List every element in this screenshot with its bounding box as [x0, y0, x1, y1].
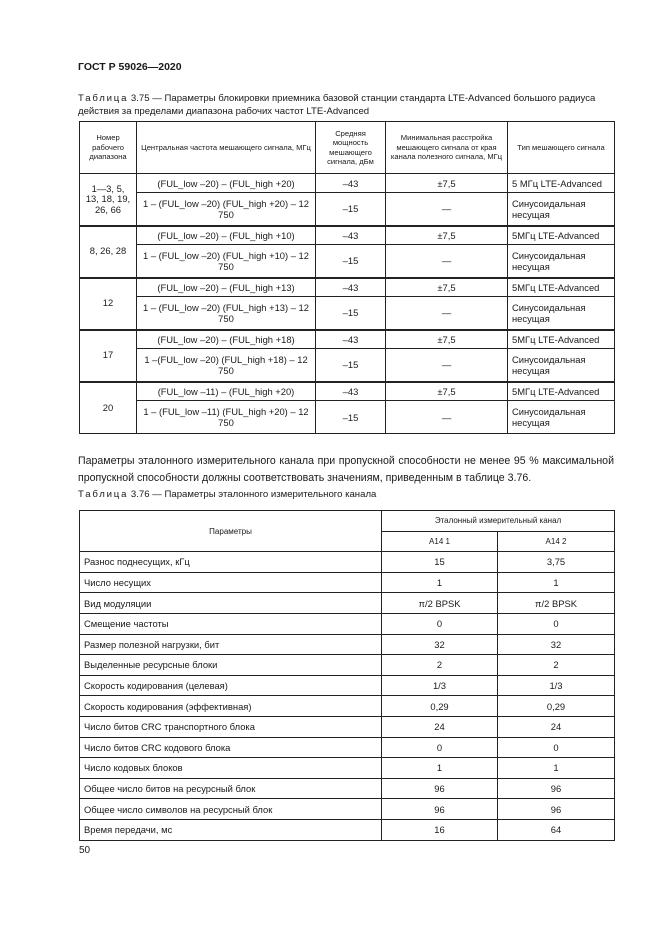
table2-caption-text: 3.76 — Параметры эталонного измерительного канала — [130, 489, 377, 500]
power-cell: –43 — [316, 278, 386, 297]
power-cell: –43 — [316, 226, 386, 245]
channel-a-cell: 32 — [382, 634, 498, 655]
channel-b-cell: 64 — [498, 819, 615, 840]
channel-a-cell: 96 — [382, 778, 498, 799]
type-cell: 5МГц LTE-Advanced — [508, 278, 615, 297]
power-cell: –43 — [316, 330, 386, 349]
type-cell: 5 МГц LTE-Advanced — [508, 174, 615, 193]
channel-b-cell: 1/3 — [498, 675, 615, 696]
param-cell: Вид модуляции — [80, 593, 382, 614]
table2-row — [80, 737, 615, 758]
freq-cell: 1 – (FUL_low –20) (FUL_high +20) – 12 750 — [137, 193, 316, 226]
param-cell: Время передачи, мс — [80, 819, 382, 840]
offset-cell: — — [386, 401, 508, 434]
table1-row — [80, 297, 615, 330]
band-cell: 20 — [80, 382, 137, 434]
freq-cell: 1 – (FUL_low –20) (FUL_high +10) – 12 750 — [137, 245, 316, 278]
offset-cell: — — [386, 245, 508, 278]
channel-b-cell: 96 — [498, 799, 615, 820]
table2-group-header: Эталонный измерительный канал — [382, 511, 615, 532]
table2-row — [80, 758, 615, 779]
channel-b-cell: 0 — [498, 737, 615, 758]
offset-cell: ±7,5 — [386, 278, 508, 297]
table2-row — [80, 572, 615, 593]
table2-caption-label: Таблица — [78, 489, 129, 500]
table2-row — [80, 634, 615, 655]
type-cell: Синусоидальная несущая — [508, 297, 615, 330]
param-cell: Скорость кодирования (целевая) — [80, 675, 382, 696]
offset-cell: ±7,5 — [386, 226, 508, 245]
offset-cell: — — [386, 297, 508, 330]
table1-row — [80, 382, 615, 401]
page-number: 50 — [79, 845, 91, 856]
table1-row — [80, 193, 615, 226]
table2-row — [80, 675, 615, 696]
channel-a-cell: 2 — [382, 655, 498, 676]
freq-cell: (FUL_low –11) – (FUL_high +20) — [137, 382, 316, 401]
table2-row — [80, 655, 615, 676]
power-cell: –15 — [316, 193, 386, 226]
type-cell: 5МГц LTE-Advanced — [508, 226, 615, 245]
channel-a-cell: 96 — [382, 799, 498, 820]
type-cell: Синусоидальная несущая — [508, 193, 615, 226]
table2-row — [80, 552, 615, 573]
freq-cell: 1 – (FUL_low –20) (FUL_high +13) – 12 750 — [137, 297, 316, 330]
table1-col-power: Средняя мощность мешающего сигнала, дБм — [316, 122, 386, 174]
offset-cell: — — [386, 349, 508, 382]
table1-header-row — [80, 122, 615, 174]
param-cell: Общее число символов на ресурсный блок — [80, 799, 382, 820]
table2-row — [80, 593, 615, 614]
channel-a-cell: 0 — [382, 613, 498, 634]
table1-col-type: Тип мешающего сигнала — [508, 122, 615, 174]
table1-row — [80, 330, 615, 349]
freq-cell: 1 – (FUL_low –11) (FUL_high +20) – 12 750 — [137, 401, 316, 434]
table1-caption-label: Таблица — [78, 93, 129, 104]
channel-b-cell: 0 — [498, 613, 615, 634]
param-cell: Число несущих — [80, 572, 382, 593]
channel-b-cell: 2 — [498, 655, 615, 676]
table1-caption — [78, 92, 614, 118]
freq-cell: (FUL_low –20) – (FUL_high +13) — [137, 278, 316, 297]
channel-a-cell: 15 — [382, 552, 498, 573]
channel-b-cell: 32 — [498, 634, 615, 655]
table2-row — [80, 799, 615, 820]
channel-b-cell: 1 — [498, 572, 615, 593]
offset-cell: — — [386, 193, 508, 226]
param-cell: Скорость кодирования (эффективная) — [80, 696, 382, 717]
table1-col-band: Номер рабочего диапазона — [80, 122, 137, 174]
table1-row — [80, 401, 615, 434]
channel-b-cell: 3,75 — [498, 552, 615, 573]
type-cell: Синусоидальная несущая — [508, 401, 615, 434]
power-cell: –15 — [316, 349, 386, 382]
channel-a-cell: 24 — [382, 716, 498, 737]
param-cell: Смещение частоты — [80, 613, 382, 634]
table1-row — [80, 226, 615, 245]
param-cell: Разнос поднесущих, кГц — [80, 552, 382, 573]
channel-b-cell: 1 — [498, 758, 615, 779]
freq-cell: (FUL_low –20) – (FUL_high +20) — [137, 174, 316, 193]
type-cell: 5МГц LTE-Advanced — [508, 330, 615, 349]
param-cell: Выделенные ресурсные блоки — [80, 655, 382, 676]
table2-row — [80, 613, 615, 634]
type-cell: 5МГц LTE-Advanced — [508, 382, 615, 401]
channel-a-cell: 0,29 — [382, 696, 498, 717]
table-reference-channel — [79, 510, 615, 841]
table1-row — [80, 278, 615, 297]
table2-row — [80, 696, 615, 717]
channel-a-cell: 1 — [382, 758, 498, 779]
body-paragraph: Параметры эталонного измерительного канала при пропускной способности не менее 95 % максимальной пропускной способности должны соответствовать значениям, приведенным в таблице 3.76. — [78, 455, 614, 484]
table2-channel-b: А14 2 — [498, 531, 615, 552]
band-cell: 8, 26, 28 — [80, 226, 137, 278]
power-cell: –15 — [316, 297, 386, 330]
band-cell: 1—3, 5, 13, 18, 19, 26, 66 — [80, 174, 137, 226]
table1-row — [80, 349, 615, 382]
channel-a-cell: 0 — [382, 737, 498, 758]
type-cell: Синусоидальная несущая — [508, 245, 615, 278]
table-blocking-params — [79, 121, 615, 434]
table2-row — [80, 716, 615, 737]
offset-cell: ±7,5 — [386, 382, 508, 401]
channel-b-cell: π/2 BPSK — [498, 593, 615, 614]
power-cell: –43 — [316, 174, 386, 193]
band-cell: 12 — [80, 278, 137, 330]
channel-a-cell: 1/3 — [382, 675, 498, 696]
channel-a-cell: π/2 BPSK — [382, 593, 498, 614]
channel-a-cell: 16 — [382, 819, 498, 840]
channel-a-cell: 1 — [382, 572, 498, 593]
table1-col-offset: Минимальная расстройка мешающего сигнала от края канала полезного сигнала, МГц — [386, 122, 508, 174]
channel-b-cell: 96 — [498, 778, 615, 799]
table2-channel-a: А14 1 — [382, 531, 498, 552]
table1-row — [80, 174, 615, 193]
power-cell: –15 — [316, 245, 386, 278]
type-cell: Синусоидальная несущая — [508, 349, 615, 382]
param-cell: Число битов CRC транспортного блока — [80, 716, 382, 737]
band-cell: 17 — [80, 330, 137, 382]
param-cell: Общее число битов на ресурсный блок — [80, 778, 382, 799]
table2-row — [80, 819, 615, 840]
channel-b-cell: 0,29 — [498, 696, 615, 717]
offset-cell: ±7,5 — [386, 174, 508, 193]
power-cell: –43 — [316, 382, 386, 401]
table2-row — [80, 778, 615, 799]
document-header: ГОСТ Р 59026—2020 — [78, 61, 182, 73]
freq-cell: (FUL_low –20) – (FUL_high +18) — [137, 330, 316, 349]
param-cell: Число кодовых блоков — [80, 758, 382, 779]
table1-caption-text: 3.75 — Параметры блокировки приемника базовой станции стандарта LTE-Advanced большого радиуса действия за пределами диапазона рабочих частот LTE-Advanced — [78, 93, 596, 117]
param-cell: Размер полезной нагрузки, бит — [80, 634, 382, 655]
power-cell: –15 — [316, 401, 386, 434]
table1-row — [80, 245, 615, 278]
freq-cell: 1 –(FUL_low –20) (FUL_high +18) – 12 750 — [137, 349, 316, 382]
offset-cell: ±7,5 — [386, 330, 508, 349]
table1-col-freq: Центральная частота мешающего сигнала, МГц — [137, 122, 316, 174]
table2-header-row — [80, 511, 615, 532]
table2-caption — [78, 488, 614, 501]
table2-param-header: Параметры — [80, 511, 382, 552]
freq-cell: (FUL_low –20) – (FUL_high +10) — [137, 226, 316, 245]
channel-b-cell: 24 — [498, 716, 615, 737]
param-cell: Число битов CRC кодового блока — [80, 737, 382, 758]
